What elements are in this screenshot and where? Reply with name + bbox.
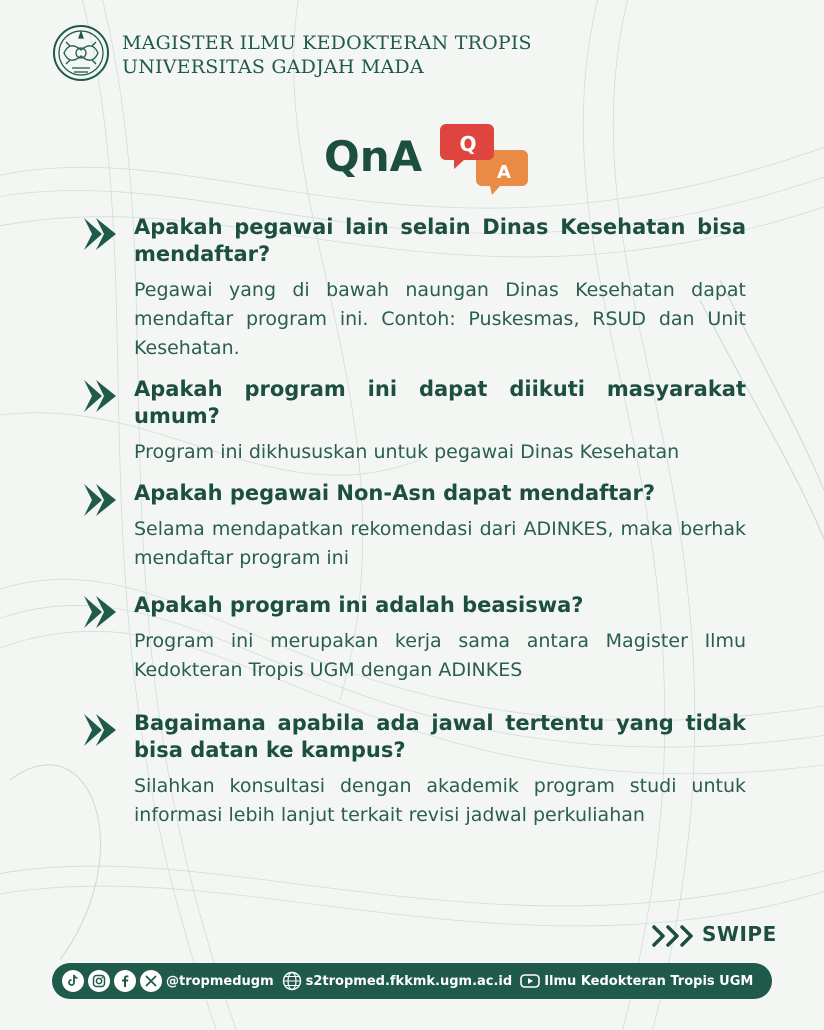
ugm-seal-logo xyxy=(52,24,110,82)
question-text: Apakah program ini adalah beasiswa? xyxy=(134,593,584,617)
header xyxy=(52,24,532,84)
qa-item-1 xyxy=(82,214,746,363)
program-name: MAGISTER ILMU KEDOKTERAN TROPIS xyxy=(122,32,532,54)
triple-chevron-right-icon xyxy=(652,924,698,948)
chevron-right-icon xyxy=(82,712,120,748)
chevron-right-icon xyxy=(82,482,120,518)
qa-item-5 xyxy=(82,710,746,830)
answer-text: Program ini dikhususkan untuk pegawai Dinas Kesehatan xyxy=(134,441,680,463)
question-text: Apakah program ini dapat diikuti masyarakat umum? xyxy=(134,377,746,428)
answer-text: Program ini merupakan kerja sama antara Magister Ilmu Kedokteran Tropis UGM dengan ADINKES xyxy=(134,630,746,681)
qa-item-3 xyxy=(82,480,746,573)
swipe-hint[interactable] xyxy=(652,920,792,950)
facebook-icon[interactable] xyxy=(114,970,136,992)
bubble-q-label: Q xyxy=(459,132,477,156)
qa-speech-bubbles-icon xyxy=(440,120,532,196)
question-text: Apakah pegawai lain selain Dinas Kesehatan bisa mendaftar? xyxy=(134,215,746,266)
qa-item-2 xyxy=(82,376,746,467)
bubble-a-label: A xyxy=(497,162,511,183)
answer-text: Pegawai yang di bawah naungan Dinas Kesehatan dapat mendaftar program ini. Contoh: Puskesmas, RSUD dan Unit Kesehatan. xyxy=(134,279,746,359)
footer-social-bar xyxy=(52,963,772,999)
question-text: Bagaimana apabila ada jawal tertentu yang tidak bisa datan ke kampus? xyxy=(134,711,746,762)
question-text: Apakah pegawai Non-Asn dapat mendaftar? xyxy=(134,481,656,505)
answer-text: Silahkan konsultasi dengan akademik program studi untuk informasi lebih lanjut terkait revisi jadwal perkuliahan xyxy=(134,775,746,826)
tiktok-icon[interactable] xyxy=(62,970,84,992)
page-title: QnA xyxy=(324,132,423,181)
youtube-channel-link[interactable]: Ilmu Kedokteran Tropis UGM xyxy=(544,973,754,989)
chevron-right-icon xyxy=(82,216,120,252)
qa-item-4 xyxy=(82,592,746,685)
website-link[interactable]: s2tropmed.fkkmk.ugm.ac.id xyxy=(305,973,513,989)
answer-text: Selama mendapatkan rekomendasi dari ADINKES, maka berhak mendaftar program ini xyxy=(134,518,746,569)
swipe-label: SWIPE xyxy=(702,922,777,946)
title-block xyxy=(324,120,544,200)
youtube-icon xyxy=(520,973,540,989)
x-icon[interactable] xyxy=(140,970,162,992)
chevron-right-icon xyxy=(82,378,120,414)
chevron-right-icon xyxy=(82,594,120,630)
instagram-icon[interactable] xyxy=(88,970,110,992)
social-handle[interactable]: @tropmedugm xyxy=(166,973,274,989)
university-name: UNIVERSITAS GADJAH MADA xyxy=(122,56,424,78)
globe-icon xyxy=(282,971,302,991)
